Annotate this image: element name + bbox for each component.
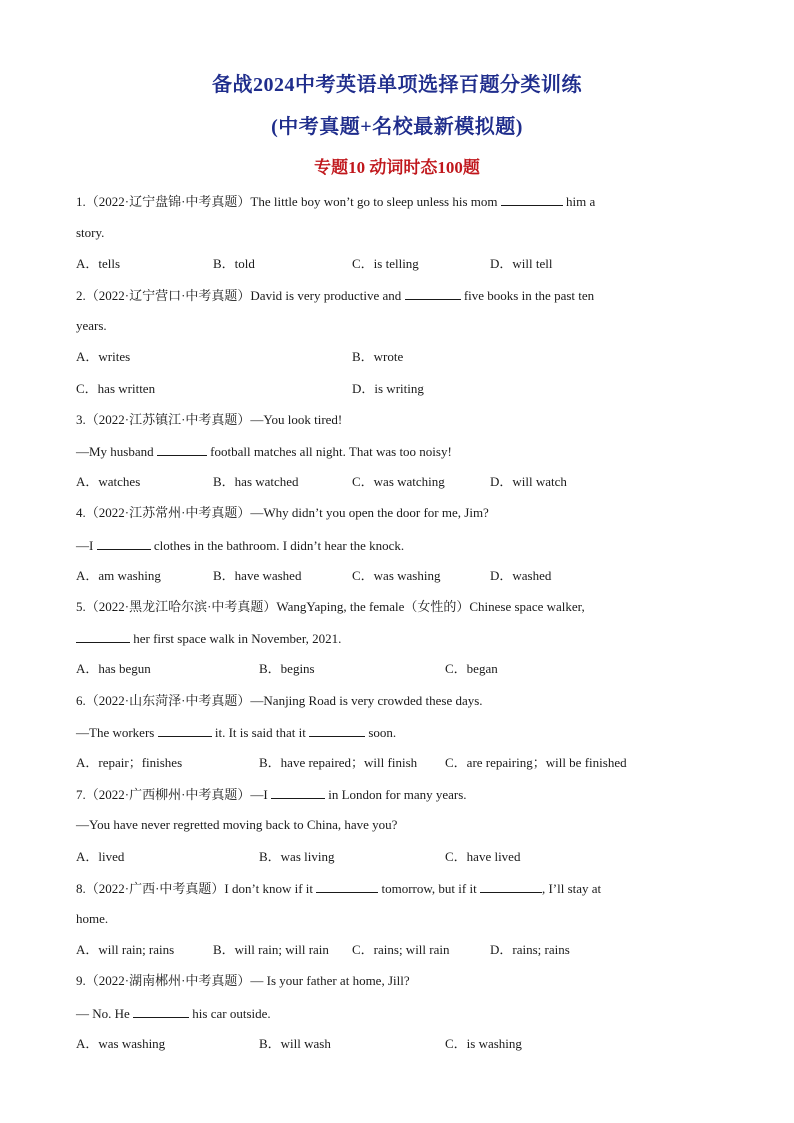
answer-options bbox=[76, 381, 676, 397]
question-text-line bbox=[76, 1005, 271, 1022]
question-text: —The workers bbox=[76, 725, 158, 740]
answer-option: A．writes bbox=[76, 349, 131, 364]
question-text: clothes in the bathroom. I didn’t hear the knock. bbox=[150, 538, 405, 553]
question-text-line bbox=[76, 193, 595, 210]
question-text-line bbox=[76, 599, 585, 615]
answer-blank bbox=[76, 630, 130, 643]
answer-option: A．will rain; rains bbox=[76, 942, 175, 957]
answer-option: C．rains; will rain bbox=[352, 942, 450, 957]
question-text: story. bbox=[76, 225, 105, 240]
answer-option: A．repair；finishes bbox=[76, 755, 183, 770]
answer-option: C．began bbox=[445, 661, 498, 676]
question-text: home. bbox=[76, 911, 109, 926]
answer-option: D．washed bbox=[490, 568, 552, 583]
answer-option: A．am washing bbox=[76, 568, 161, 583]
question-text: football matches all night. That was too noisy! bbox=[206, 444, 452, 459]
answer-option: C．was watching bbox=[352, 474, 445, 489]
question-text-line bbox=[76, 817, 397, 833]
answer-option: A．watches bbox=[76, 474, 141, 489]
answer-options bbox=[76, 256, 676, 272]
answer-blank bbox=[480, 880, 542, 893]
answer-blank bbox=[97, 537, 151, 550]
question-text: years. bbox=[76, 318, 107, 333]
answer-option: C．have lived bbox=[445, 849, 521, 864]
answer-options bbox=[76, 849, 676, 865]
answer-option: A．has begun bbox=[76, 661, 151, 676]
question-text: five books in the past ten bbox=[460, 288, 595, 303]
answer-options bbox=[76, 474, 676, 490]
answer-options bbox=[76, 1036, 676, 1052]
question-text-line bbox=[76, 537, 404, 554]
answer-blank bbox=[133, 1005, 189, 1018]
answer-option: A．lived bbox=[76, 849, 125, 864]
question-text: 2.（2022·辽宁营口·中考真题）David is very productive and bbox=[76, 288, 405, 303]
question-text-line bbox=[76, 630, 341, 647]
answer-option: B．has watched bbox=[213, 474, 299, 489]
answer-option: C．has written bbox=[76, 381, 156, 396]
answer-option: B．begins bbox=[259, 661, 315, 676]
question-text-line bbox=[76, 786, 467, 803]
answer-options bbox=[76, 661, 676, 677]
question-text: 5.（2022·黑龙江哈尔滨·中考真题）WangYaping, the female（女性的）Chinese space walker, bbox=[76, 599, 585, 614]
answer-blank bbox=[157, 443, 207, 456]
question-text: his car outside. bbox=[189, 1006, 271, 1021]
answer-option: B．have washed bbox=[213, 568, 302, 583]
answer-option: A．was washing bbox=[76, 1036, 166, 1051]
question-text: —You have never regretted moving back to China, have you? bbox=[76, 817, 398, 832]
question-text: —My husband bbox=[76, 444, 157, 459]
document-title-sub: (中考真题+名校最新模拟题) bbox=[271, 116, 523, 138]
answer-options bbox=[76, 755, 676, 771]
answer-option: B．was living bbox=[259, 849, 335, 864]
question-text-line bbox=[76, 911, 108, 927]
question-text: 9.（2022·湖南郴州·中考真题）— Is your father at home, Jill? bbox=[76, 973, 410, 988]
question-text-line bbox=[76, 505, 489, 521]
question-text-line bbox=[76, 412, 342, 428]
question-text: him a bbox=[562, 194, 596, 209]
document-title: 备战2024中考英语单项选择百题分类训练 bbox=[212, 74, 582, 96]
answer-option: C．are repairing；will be finished bbox=[445, 755, 627, 770]
question-text: 7.（2022·广西柳州·中考真题）—I bbox=[76, 787, 271, 802]
answer-option: B．will rain; will rain bbox=[213, 942, 329, 957]
question-text: 4.（2022·江苏常州·中考真题）—Why didn’t you open the door for me, Jim? bbox=[76, 505, 489, 520]
question-text-line bbox=[76, 693, 483, 709]
topic-heading: 专题10 动词时态100题 bbox=[314, 158, 480, 177]
answer-option: A．tells bbox=[76, 256, 121, 271]
answer-options bbox=[76, 349, 676, 365]
answer-options bbox=[76, 568, 676, 584]
answer-option: D．will watch bbox=[490, 474, 567, 489]
answer-blank bbox=[309, 724, 365, 737]
answer-option: B．will wash bbox=[259, 1036, 331, 1051]
question-text: 3.（2022·江苏镇江·中考真题）—You look tired! bbox=[76, 412, 343, 427]
question-text: in London for many years. bbox=[325, 787, 467, 802]
question-text: 8.（2022·广西·中考真题）I don’t know if it bbox=[76, 881, 317, 896]
question-text: soon. bbox=[365, 725, 397, 740]
question-text: her first space walk in November, 2021. bbox=[130, 631, 342, 646]
answer-option: C．is telling bbox=[352, 256, 419, 271]
question-text: —I bbox=[76, 538, 97, 553]
answer-option: B．wrote bbox=[352, 349, 404, 364]
question-text: it. It is said that it bbox=[211, 725, 310, 740]
question-text: 6.（2022·山东菏泽·中考真题）—Nanjing Road is very crowded these days. bbox=[76, 693, 483, 708]
answer-blank bbox=[316, 880, 378, 893]
answer-option: D．is writing bbox=[352, 381, 424, 396]
answer-option: C．was washing bbox=[352, 568, 441, 583]
question-text: tomorrow, but if it bbox=[378, 881, 480, 896]
question-text-line bbox=[76, 318, 107, 334]
answer-option: D．will tell bbox=[490, 256, 553, 271]
answer-option: B．have repaired；will finish bbox=[259, 755, 418, 770]
question-text-line bbox=[76, 880, 601, 897]
answer-blank bbox=[405, 287, 461, 300]
question-text: , I’ll stay at bbox=[541, 881, 602, 896]
answer-blank bbox=[501, 193, 563, 206]
answer-blank bbox=[158, 724, 212, 737]
question-text-line bbox=[76, 443, 452, 460]
answer-option: D．rains; rains bbox=[490, 942, 570, 957]
answer-option: B．told bbox=[213, 256, 255, 271]
question-text-line bbox=[76, 225, 104, 241]
question-text: — No. He bbox=[76, 1006, 134, 1021]
question-text-line bbox=[76, 973, 410, 989]
answer-option: C．is washing bbox=[445, 1036, 522, 1051]
question-text-line bbox=[76, 724, 396, 741]
answer-blank bbox=[271, 786, 325, 799]
question-text: 1.（2022·辽宁盘锦·中考真题）The little boy won’t go to sleep unless his mom bbox=[76, 194, 501, 209]
question-text-line bbox=[76, 287, 594, 304]
answer-options bbox=[76, 942, 676, 958]
